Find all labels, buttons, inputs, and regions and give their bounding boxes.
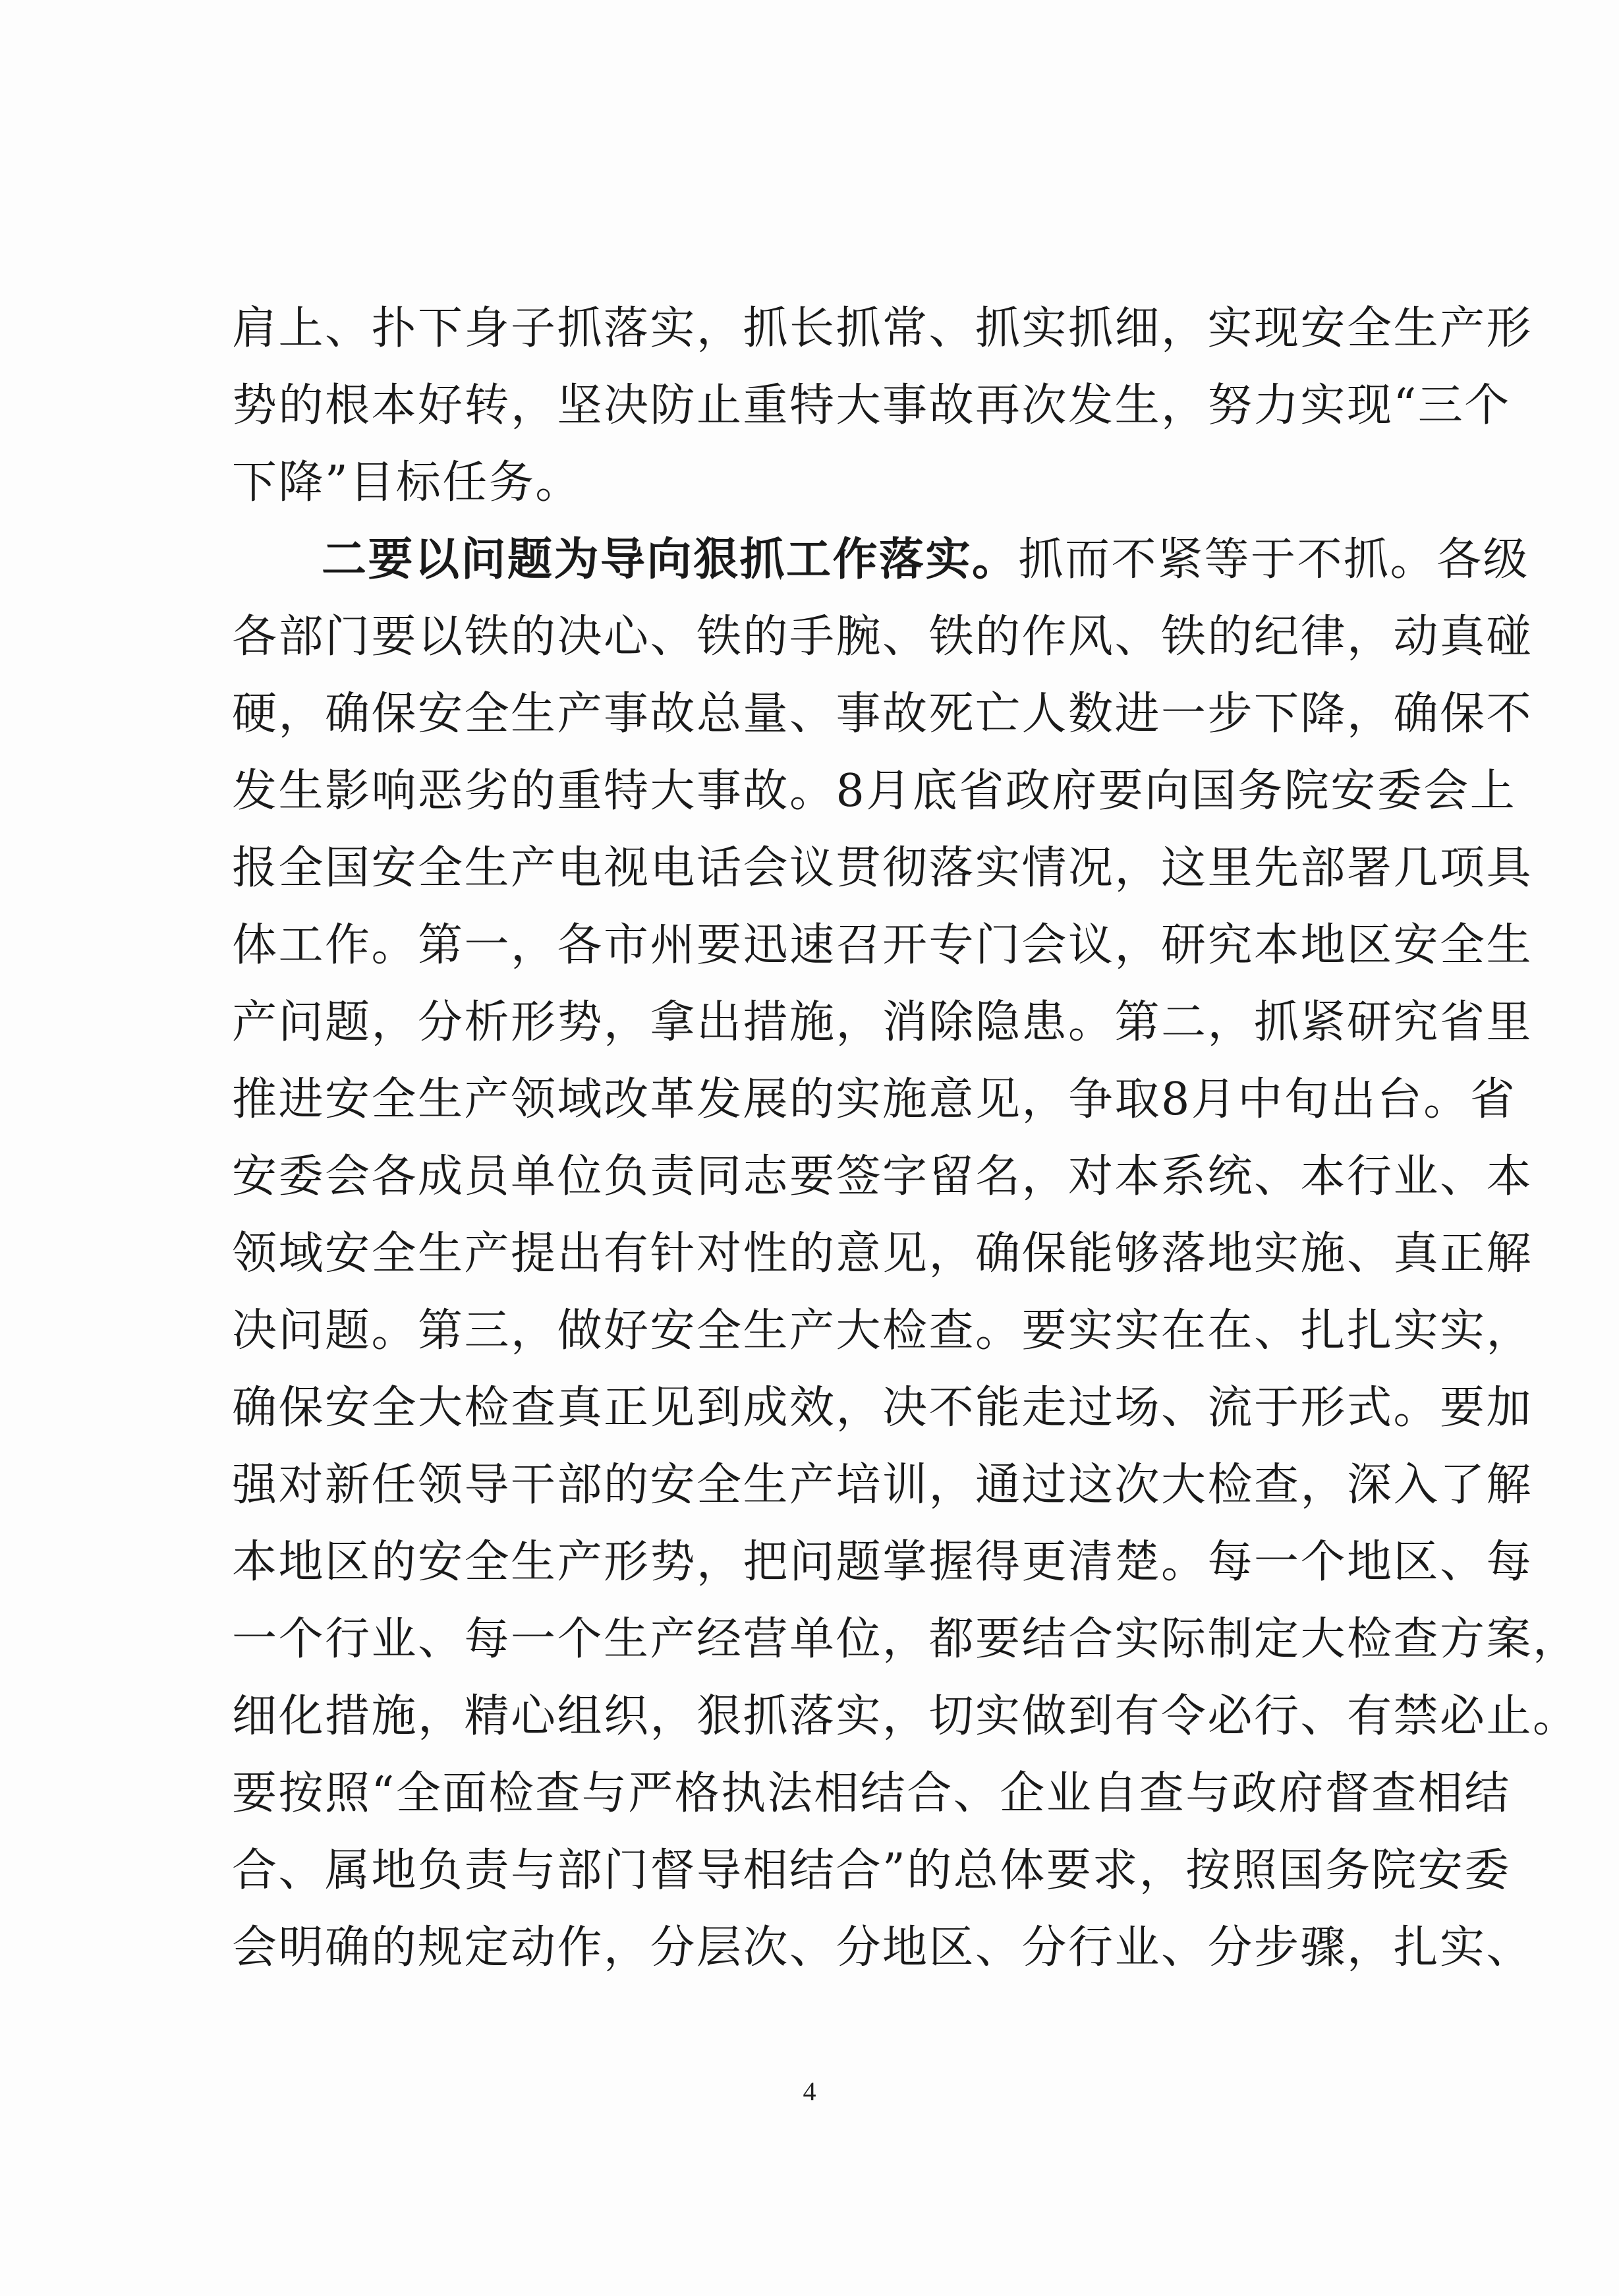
paragraph-first-line bbox=[232, 521, 1530, 598]
text-line: 各部门要以铁的决心、铁的手腕、铁的作风、铁的纪律，动真碰 bbox=[232, 611, 1533, 663]
text-line: 体工作。第一，各市州要迅速召开专门会议，研究本地区安全生 bbox=[232, 919, 1533, 971]
page-number: 4 bbox=[803, 2077, 816, 2106]
text-line: 一个行业、每一个生产经营单位，都要结合实际制定大检查方案， bbox=[232, 1613, 1579, 1665]
body-text bbox=[232, 290, 1579, 1986]
text-line: 产问题，分析形势，拿出措施，消除隐患。第二，抓紧研究省里 bbox=[232, 996, 1533, 1048]
text-run: 抓而不紧等于不抓。各级 bbox=[1018, 534, 1530, 586]
text-line: 硬，确保安全生产事故总量、事故死亡人数进一步下降，确保不 bbox=[232, 688, 1533, 740]
text-line: 要按照“全面检查与严格执法相结合、企业自查与政府督查相结 bbox=[232, 1767, 1511, 1820]
text-line: 肩上、扑下身子抓落实，抓长抓常、抓实抓细，实现安全生产形 bbox=[232, 302, 1533, 355]
text-line: 报全国安全生产电视电话会议贯彻落实情况，这里先部署几项具 bbox=[232, 842, 1533, 894]
text-line: 势的根本好转，坚决防止重特大事故再次发生，努力实现“三个 bbox=[232, 380, 1511, 432]
text-line: 下降”目标任务。 bbox=[232, 457, 582, 509]
text-line: 领域安全生产提出有针对性的意见，确保能够落地实施、真正解 bbox=[232, 1228, 1533, 1280]
text-line: 合、属地负责与部门督导相结合”的总体要求，按照国务院安委 bbox=[232, 1845, 1511, 1897]
text-line: 会明确的规定动作，分层次、分地区、分行业、分步骤，扎实、 bbox=[232, 1922, 1533, 1974]
text-line: 确保安全大检查真正见到成效，决不能走过场、流于形式。要加 bbox=[232, 1382, 1533, 1434]
text-line: 发生影响恶劣的重特大事故。8月底省政府要向国务院安委会上 bbox=[232, 765, 1517, 817]
paragraph-heading: 二要以问题为导向狠抓工作落实。 bbox=[322, 533, 1019, 586]
text-line: 强对新任领导干部的安全生产培训，通过这次大检查，深入了解 bbox=[232, 1459, 1533, 1511]
text-line: 安委会各成员单位负责同志要签字留名，对本系统、本行业、本 bbox=[232, 1151, 1533, 1203]
text-line: 决问题。第三，做好安全生产大检查。要实实在在、扎扎实实， bbox=[232, 1305, 1533, 1357]
text-line: 本地区的安全生产形势，把问题掌握得更清楚。每一个地区、每 bbox=[232, 1536, 1533, 1588]
text-line: 细化措施，精心组织，狠抓落实，切实做到有令必行、有禁必止。 bbox=[232, 1690, 1579, 1742]
text-line: 推进安全生产领域改革发展的实施意见，争取8月中旬出台。省 bbox=[232, 1074, 1517, 1126]
